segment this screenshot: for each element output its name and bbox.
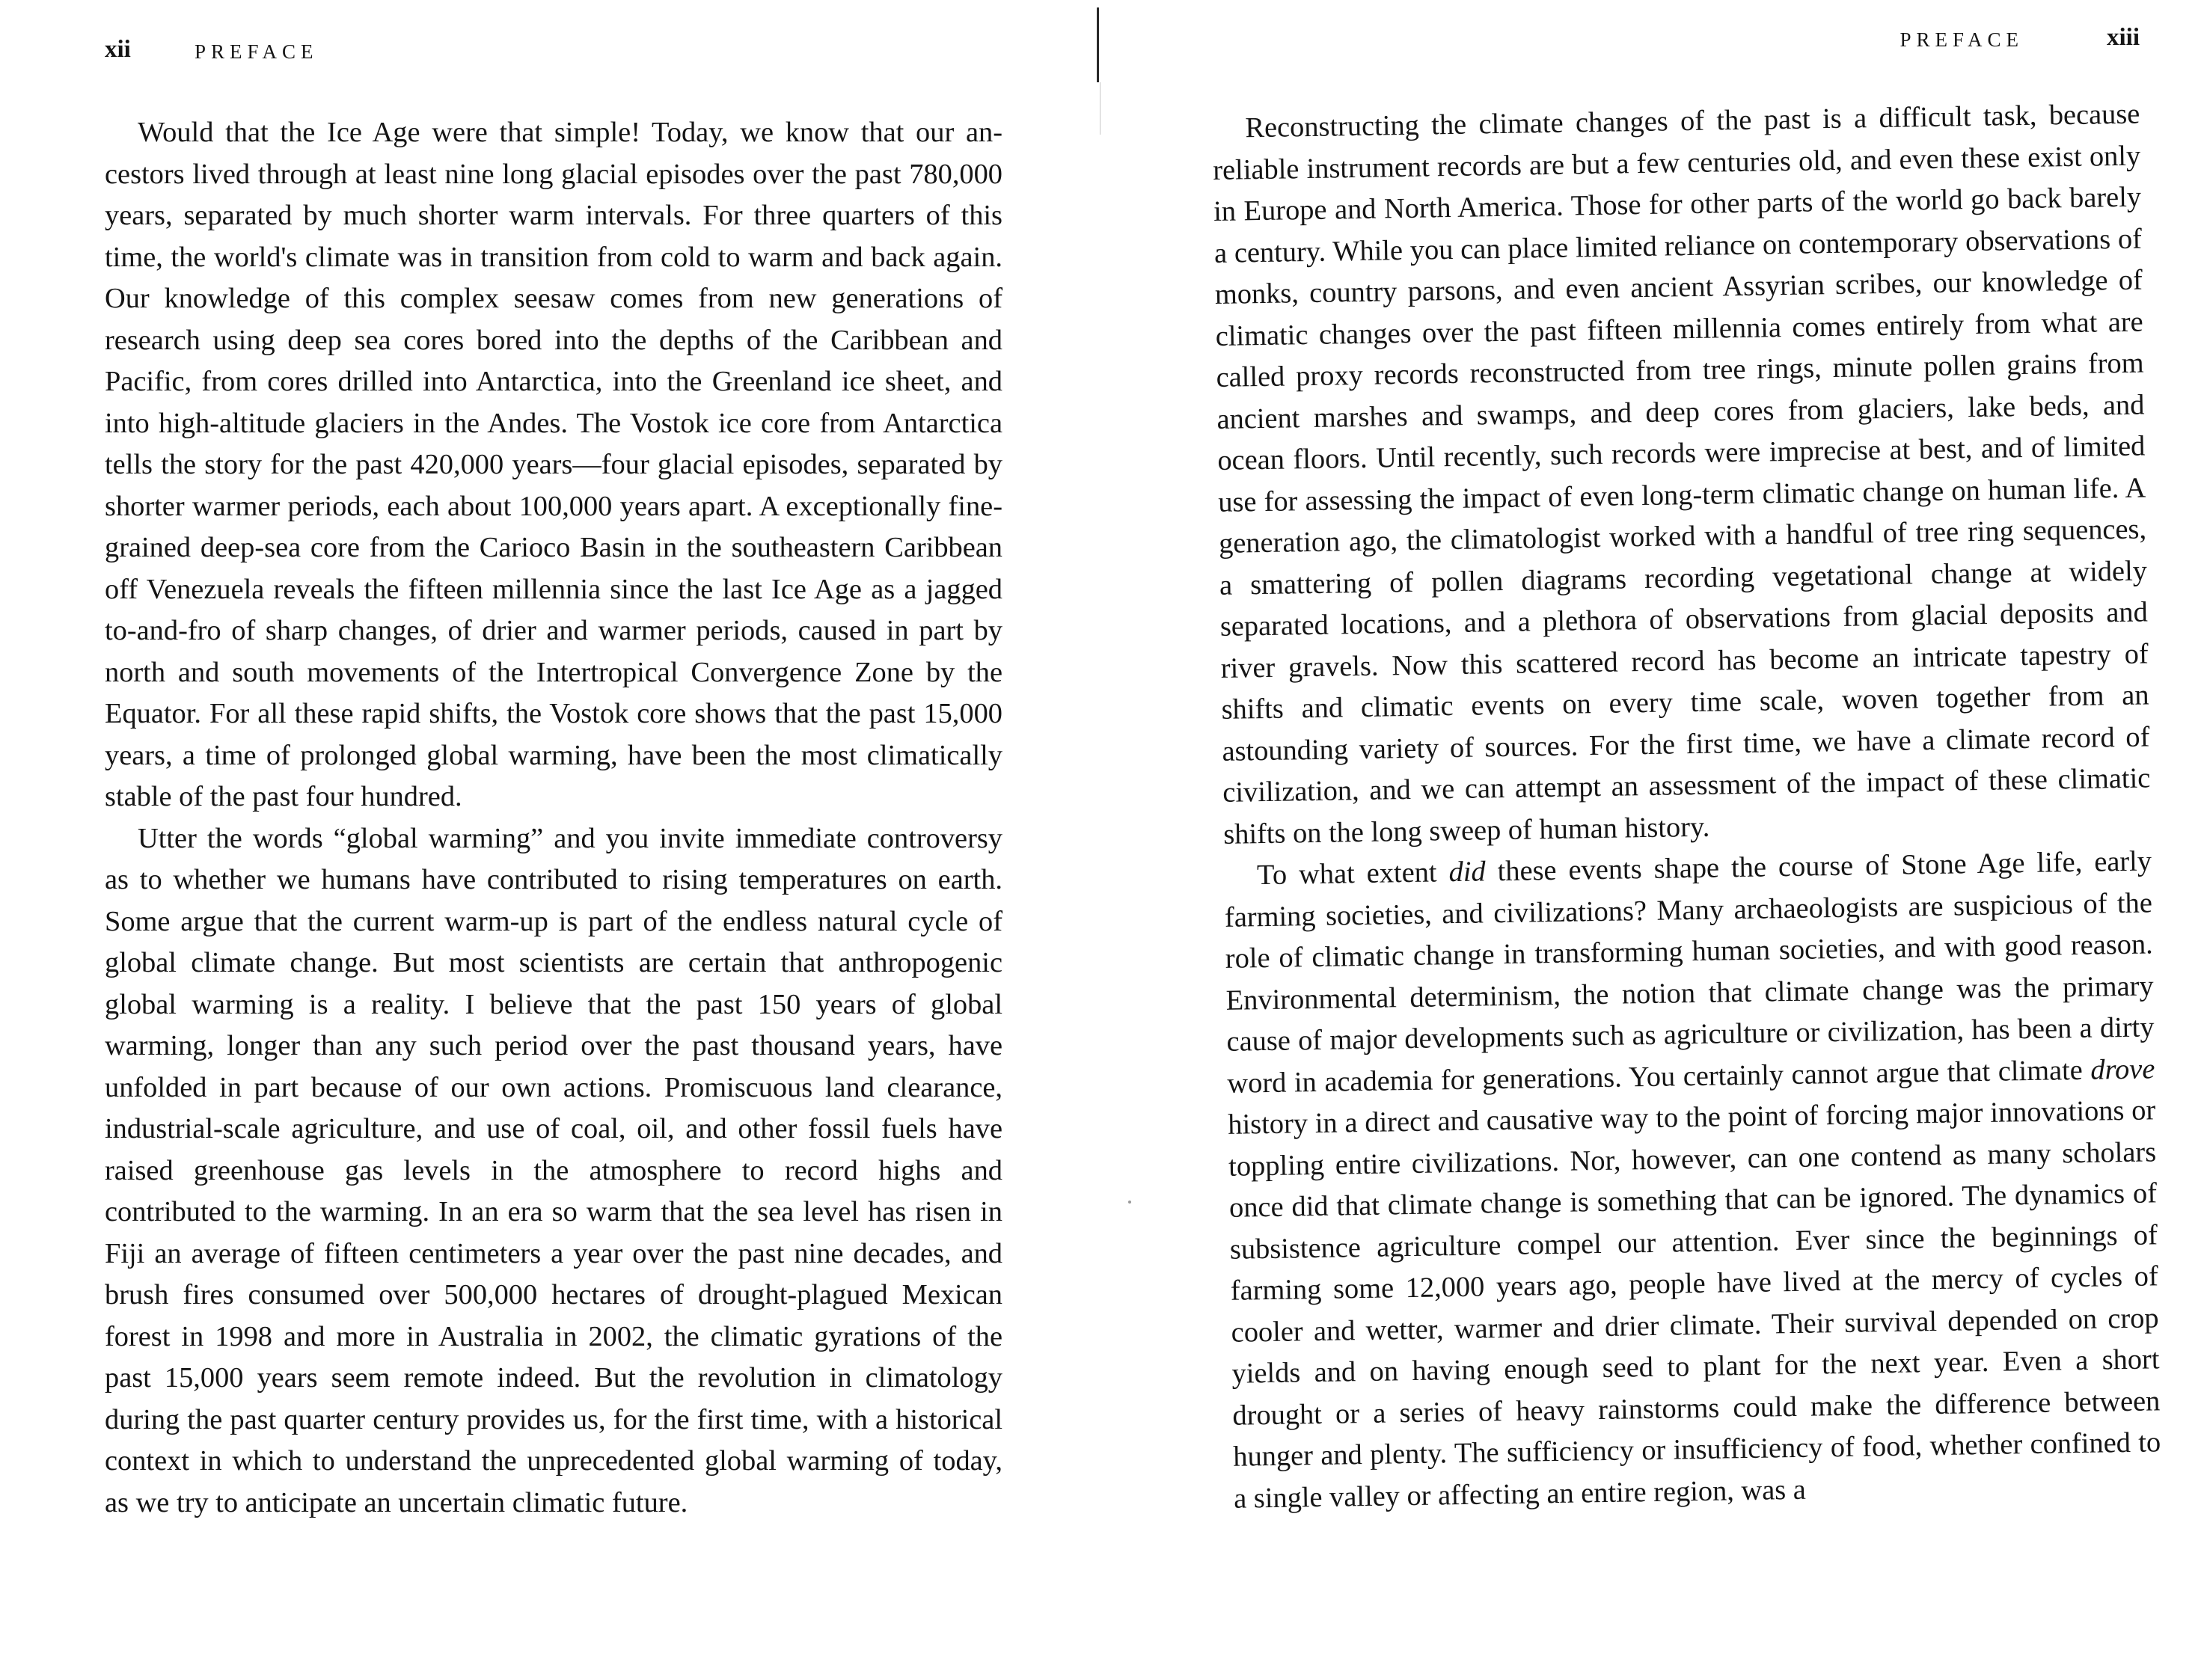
body-text (105, 112, 1002, 1524)
page-number: xiii (2106, 24, 2140, 51)
paragraph: Utter the words “global warming” and you invite immediate controversy as to whether we humans have contributed to rising temperatures on earth. Some argue that the current warm-up is part of the endless natural cycle of global climate change. But most scientists are certain that anthropogenic global warming is a reality. I believe that the past 150 years of global warming, longer than any such period over the past thousand years, have unfolded in part because of our own actions. Promiscuous land clearance, industrial-scale agriculture, and use of coal, oil, and other fossil fuels have raised greenhouse gas levels in the atmosphere to record highs and contributed to the warming. In an era so warm that the sea level has risen in Fiji an average of fifteen centimeters a year over the past nine decades, and brush fires consumed over 500,000 hectares of drought-plagued Mexican forest in 1998 and more in Australia in 2002, the climatic gyrations of the past 15,000 years seem remote indeed. But the revolution in climatology during the past quarter century provides us, for the first time, with a historical context in which to understand the unprecedented global warming of today, as we try to anticipate an uncertain climatic future. (105, 822, 1002, 1518)
scan-speck (1128, 1201, 1131, 1204)
body-text (1212, 94, 2161, 1520)
paragraph (1224, 841, 2162, 1519)
text-segment: history in a direct and causative way to the point of forcing major innovations or toppling entire civilizations. Nor, however, can one contend as many scholars once did that climate change is something that can be ignored. The dynamics of subsistence agriculture compel our attention. Ever since the beginnings of farming some 12,000 years ago, people have lived at the mercy of cycles of cooler and wetter, warmer and drier climate. Their survival depended on crop yields and on having enough seed to plant for the next year. Even a short drought or a series of heavy rainstorms could make the difference between hunger and plenty. The sufficiency or insufficiency of food, whether confined to a single valley or affecting an entire region, was a (1228, 1094, 2161, 1515)
italic-emphasis: did (1448, 856, 1486, 889)
text-segment: these events shape the course of Stone Age life, early farming societies, and civilizations? Many archaeologists are suspicious of the role of climatic change in transforming human societies, and with good reason. Environmental determinism, the notion that climate change was the primary cause of major developments such as agriculture or civilization, has been a dirty word in academia for generations. You certainly cannot argue that climate (1224, 845, 2155, 1100)
running-head: PREFACE (1900, 28, 2024, 51)
running-head: PREFACE (195, 40, 319, 63)
paragraph: Would that the Ice Age were that simple! Today, we know that our ancestors lived through at least nine long glacial episodes over the past 780,000 years, separated by much shorter warm intervals. For three quarters of this time, the world's climate was in transition from cold to warm and back again. Our knowledge of this complex seesaw comes from new generations of research using deep sea cores bored into the depths of the Caribbean and Pacific, from cores drilled into Antarctica, into the Greenland ice sheet, and into high-altitude glaciers in the Andes. The Vostok ice core from Antarctica tells the story for the past 420,000 years—four glacial episodes, separated by shorter warmer periods, each about 100,000 years apart. A exceptionally fine-grained deep-sea core from the Carioco Basin in the southeastern Caribbean off Venezuela reveals the fifteen millennia since the last Ice Age as a jagged to-and-fro of sharp changes, of drier and warmer periods, caused in part by north and south movements of the Intertropical Convergence Zone by the Equator. For all these rapid shifts, the Vostok core shows that the past 15,000 years, a time of prolonged global warming, have been the most climatically stable of the past four hundred. (105, 117, 1002, 812)
text-segment: To what extent (1256, 856, 1449, 892)
page-number: xii (105, 36, 131, 63)
gutter-line (1097, 7, 1099, 82)
paragraph: Reconstructing the climate changes of the past is a difficult task, because reliable instrument records are but a few centuries old, and even these exist only in Europe and North America. Those for other parts of the world go back barely a century. While you can place limited reliance on contemporary observations of monks, country parsons, and even ancient Assyrian scribes, our knowledge of climatic changes over the past fifteen millennia comes entirely from what are called proxy records reconstructed from tree rings, minute pollen grains from ancient marshes and swamps, and deep cores from glaciers, lake beds, and ocean floors. Until recently, such records were imprecise at best, and of limited use for assessing the impact of even long-term climatic change on human life. A generation ago, the climatologist worked with a handful of tree ring sequences, a smattering of pollen diagrams recording vegetational change at widely separated locations, and a plethora of observations from glacial deposits and river gravels. Now this scattered record has become an intricate tapestry of shifts and climatic events on every time scale, woven together from an astounding variety of sources. For the first time, we have a climate record of civilization, and we can attempt an assessment of the impact of these climatic shifts on the long sweep of human history. (1212, 98, 2151, 850)
italic-emphasis: drove (2090, 1052, 2155, 1086)
